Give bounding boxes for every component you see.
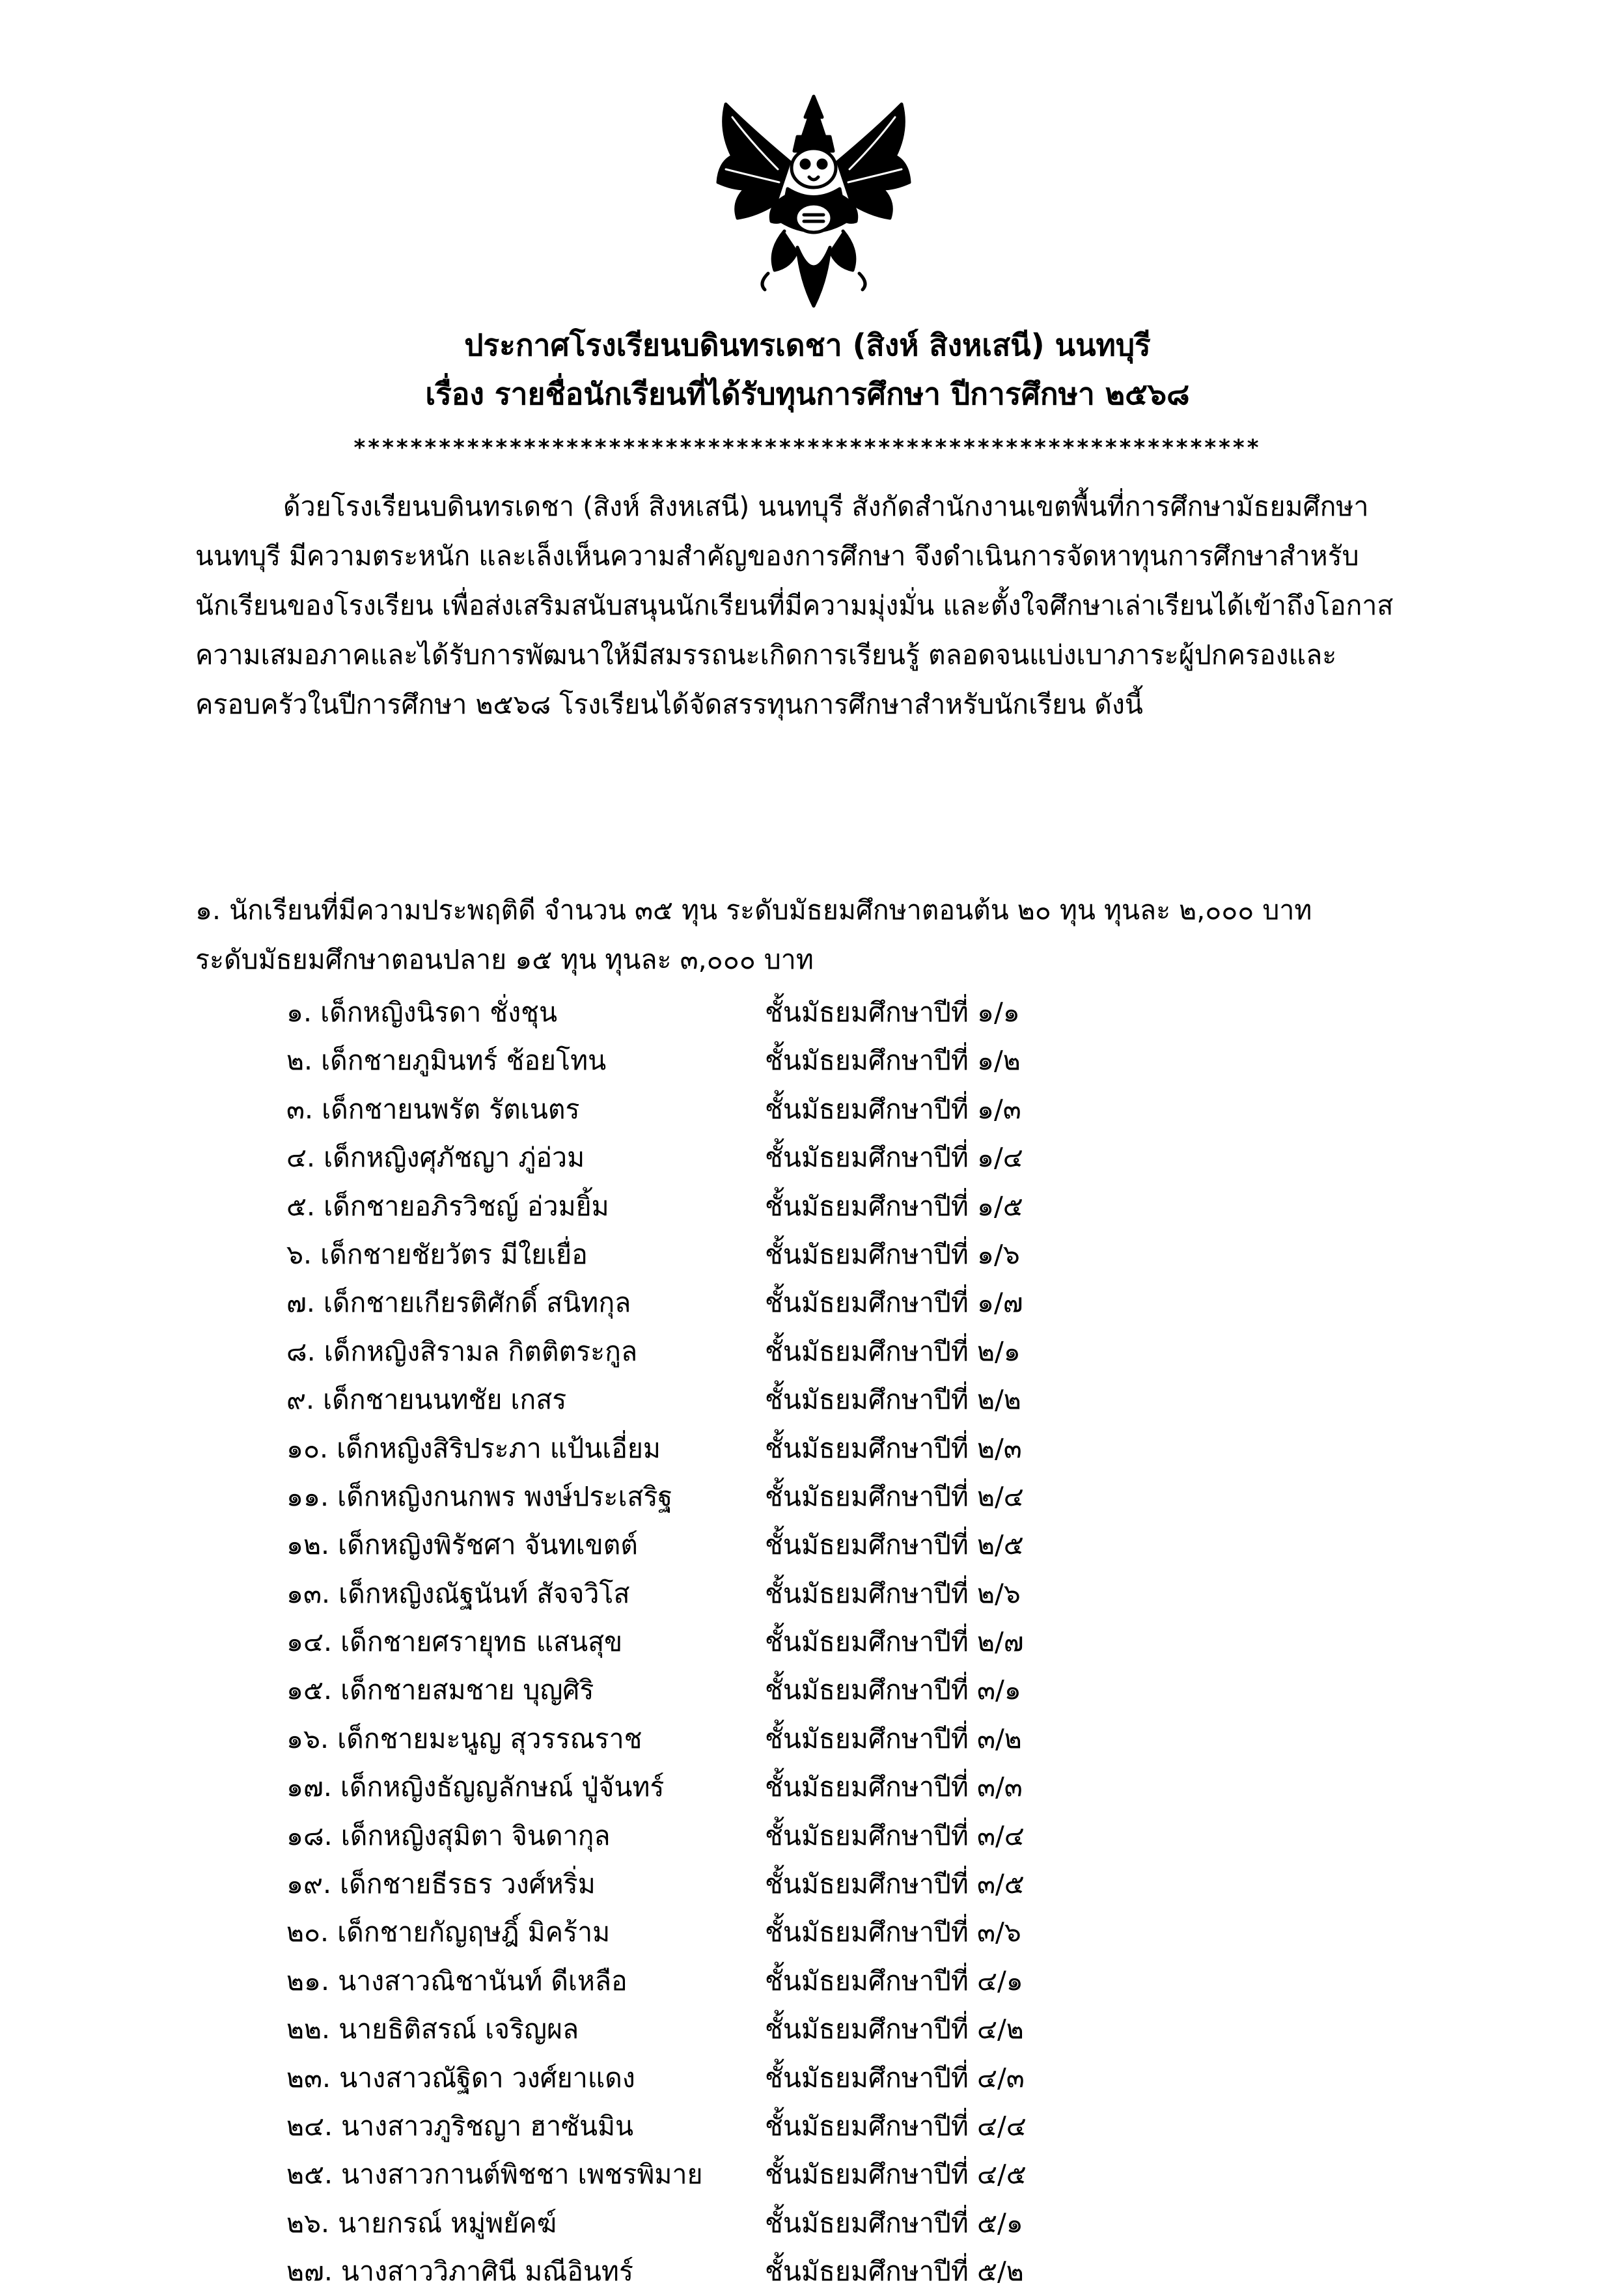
student-row xyxy=(286,1327,1523,1376)
student-row xyxy=(286,1957,1523,2005)
student-name: ๔. เด็กหญิงศุภัชญา ภู่อ่วม xyxy=(286,1142,585,1174)
student-name: ๒. เด็กชายภูมินทร์ ช้อยโทน xyxy=(286,1045,607,1077)
student-row xyxy=(286,1812,1523,1860)
student-row xyxy=(286,2247,1523,2295)
intro-line: ความเสมอภาคและได้รับการพัฒนาให้มีสมรรถนะเกิดการเรียนรู้ ตลอดจนแบ่งเบาภาระผู้ปกครองและ xyxy=(195,639,1337,671)
student-name: ๒๗. นางสาววิภาศินี มณีอินทร์ xyxy=(286,2256,633,2288)
student-name: ๓. เด็กชายนพรัต รัตเนตร xyxy=(286,1093,580,1125)
student-class: ชั้นมัธยมศึกษาปีที่ ๔/๕ xyxy=(765,2159,1027,2191)
student-row xyxy=(286,988,1523,1036)
student-class: ชั้นมัธยมศึกษาปีที่ ๑/๒ xyxy=(765,1045,1021,1077)
student-row xyxy=(286,1715,1523,1763)
student-class: ชั้นมัธยมศึกษาปีที่ ๑/๓ xyxy=(765,1093,1021,1125)
student-row xyxy=(286,1279,1523,1327)
student-row xyxy=(286,1036,1523,1085)
student-name: ๒๕. นางสาวกานต์พิชชา เพชรพิมาย xyxy=(286,2159,703,2191)
student-class: ชั้นมัธยมศึกษาปีที่ ๑/๗ xyxy=(765,1287,1023,1319)
student-name: ๗. เด็กชายเกียรติศักดิ์ สนิทกุล xyxy=(286,1287,631,1319)
student-class: ชั้นมัธยมศึกษาปีที่ ๒/๓ xyxy=(765,1432,1022,1464)
student-row xyxy=(286,1521,1523,1569)
student-class: ชั้นมัธยมศึกษาปีที่ ๔/๔ xyxy=(765,2110,1027,2142)
student-class: ชั้นมัธยมศึกษาปีที่ ๕/๒ xyxy=(765,2256,1024,2288)
student-name: ๑๒. เด็กหญิงพิรัชศา จันทเขตต์ xyxy=(286,1529,638,1561)
student-class: ชั้นมัธยมศึกษาปีที่ ๒/๒ xyxy=(765,1384,1021,1416)
student-name: ๑๖. เด็กชายมะนูญ สุวรรณราช xyxy=(286,1722,642,1754)
student-name: ๑. เด็กหญิงนิรดา ชั่งชุน xyxy=(286,997,557,1028)
student-row xyxy=(286,1133,1523,1182)
student-class: ชั้นมัธยมศึกษาปีที่ ๓/๕ xyxy=(765,1868,1025,1900)
student-row xyxy=(286,1182,1523,1230)
student-row xyxy=(286,2199,1523,2247)
student-name: ๑๐. เด็กหญิงสิริประภา แป้นเอี่ยม xyxy=(286,1432,661,1464)
announcement-title: ประกาศโรงเรียนบดินทรเดชา (สิงห์ สิงหเสนี) นนทบุรี xyxy=(464,327,1151,363)
student-class: ชั้นมัธยมศึกษาปีที่ ๓/๑ xyxy=(765,1674,1021,1706)
separator-line: **************************************************************** xyxy=(353,435,1262,461)
student-name: ๑๙. เด็กชายธีรธร วงศ์หริ่ม xyxy=(286,1868,596,1900)
student-class: ชั้นมัธยมศึกษาปีที่ ๔/๓ xyxy=(765,2062,1025,2094)
student-name: ๒๑. นางสาวณิชานันท์ ดีเหลือ xyxy=(286,1965,628,1997)
student-name: ๑๓. เด็กหญิงณัฐนันท์ สัจจวิโส xyxy=(286,1577,630,1609)
student-row xyxy=(286,1570,1523,1618)
student-class: ชั้นมัธยมศึกษาปีที่ ๒/๗ xyxy=(765,1626,1024,1658)
student-name: ๘. เด็กหญิงสิรามล กิตติตระกูล xyxy=(286,1335,638,1367)
student-row xyxy=(286,1763,1523,1811)
student-class: ชั้นมัธยมศึกษาปีที่ ๒/๕ xyxy=(765,1529,1024,1561)
student-row xyxy=(286,1618,1523,1666)
student-row xyxy=(286,1085,1523,1133)
student-class: ชั้นมัธยมศึกษาปีที่ ๑/๕ xyxy=(765,1190,1023,1222)
section-1-heading xyxy=(195,885,1432,984)
student-name: ๑๕. เด็กชายสมชาย บุญศิริ xyxy=(286,1674,594,1706)
student-class: ชั้นมัธยมศึกษาปีที่ ๒/๔ xyxy=(765,1480,1024,1512)
garuda-emblem-icon xyxy=(706,91,921,312)
announcement-subject: เรื่อง รายชื่อนักเรียนที่ได้รับทุนการศึกษา ปีการศึกษา ๒๕๖๘ xyxy=(425,376,1190,411)
student-name: ๒๒. นายธิติสรณ์ เจริญผล xyxy=(286,2013,579,2045)
student-row xyxy=(286,2102,1523,2150)
student-row xyxy=(286,1473,1523,1521)
student-row xyxy=(286,2054,1523,2102)
student-class: ชั้นมัธยมศึกษาปีที่ ๓/๒ xyxy=(765,1722,1022,1754)
student-class: ชั้นมัธยมศึกษาปีที่ ๓/๔ xyxy=(765,1819,1025,1851)
student-name: ๒๐. เด็กชายกัญฤษฎิ์ มิคร้าม xyxy=(286,1916,611,1948)
student-row xyxy=(286,1230,1523,1279)
student-class: ชั้นมัธยมศึกษาปีที่ ๓/๓ xyxy=(765,1771,1023,1803)
student-name: ๒๖. นายกรณ์ หมู่พยัคฆ์ xyxy=(286,2207,557,2239)
student-class: ชั้นมัธยมศึกษาปีที่ ๔/๒ xyxy=(765,2013,1024,2045)
student-class: ชั้นมัธยมศึกษาปีที่ ๒/๑ xyxy=(765,1335,1021,1367)
student-row xyxy=(286,1860,1523,1908)
student-class: ชั้นมัธยมศึกษาปีที่ ๓/๖ xyxy=(765,1916,1021,1948)
student-name: ๖. เด็กชายชัยวัตร มีใยเยื่อ xyxy=(286,1238,588,1270)
student-row xyxy=(286,1376,1523,1424)
student-list xyxy=(286,988,1523,2296)
intro-line: ครอบครัวในปีการศึกษา ๒๕๖๘ โรงเรียนได้จัดสรรทุนการศึกษาสำหรับนักเรียน ดังนี้ xyxy=(195,689,1143,720)
student-name: ๒๔. นางสาวภูริชญา ฮาซันมิน xyxy=(286,2110,634,2142)
student-row xyxy=(286,1908,1523,1956)
section-1-line: ระดับมัธยมศึกษาตอนปลาย ๑๕ ทุน ทุนละ ๓,๐๐๐ บาท xyxy=(195,944,814,975)
student-name: ๑๑. เด็กหญิงกนกพร พงษ์ประเสริฐ xyxy=(286,1480,673,1512)
student-name: ๕. เด็กชายอภิรวิชญ์ อ่วมยิ้ม xyxy=(286,1190,609,1222)
student-name: ๑๔. เด็กชายศรายุทธ แสนสุข xyxy=(286,1626,623,1658)
section-1-line: ๑. นักเรียนที่มีความประพฤติดี จำนวน ๓๕ ทุน ระดับมัธยมศึกษาตอนต้น ๒๐ ทุน ทุนละ ๒,๐๐๐ บาท xyxy=(195,894,1312,926)
student-class: ชั้นมัธยมศึกษาปีที่ ๑/๖ xyxy=(765,1238,1020,1270)
student-row xyxy=(286,1424,1523,1473)
student-class: ชั้นมัธยมศึกษาปีที่ ๒/๖ xyxy=(765,1577,1021,1609)
student-row xyxy=(286,2005,1523,2053)
student-name: ๑๘. เด็กหญิงสุมิตา จินดากุล xyxy=(286,1819,611,1851)
student-class: ชั้นมัธยมศึกษาปีที่ ๔/๑ xyxy=(765,1965,1023,1997)
student-class: ชั้นมัธยมศึกษาปีที่ ๑/๔ xyxy=(765,1142,1023,1174)
student-name: ๑๗. เด็กหญิงธัญญลักษณ์ ปู่จันทร์ xyxy=(286,1771,665,1803)
student-class: ชั้นมัธยมศึกษาปีที่ ๕/๑ xyxy=(765,2207,1023,2239)
student-row xyxy=(286,2150,1523,2198)
intro-line: ด้วยโรงเรียนบดินทรเดชา (สิงห์ สิงหเสนี) นนทบุรี สังกัดสำนักงานเขตพื้นที่การศึกษามัธยมศึกษา xyxy=(283,491,1369,522)
intro-line: นักเรียนของโรงเรียน เพื่อส่งเสริมสนับสนุนนักเรียนที่มีความมุ่งมั่น และตั้งใจศึกษาเล่าเรียนได้เข้าถึงโอกาส xyxy=(195,590,1394,621)
intro-paragraph xyxy=(195,482,1432,729)
student-class: ชั้นมัธยมศึกษาปีที่ ๑/๑ xyxy=(765,997,1020,1028)
student-row xyxy=(286,1666,1523,1714)
student-name: ๒๓. นางสาวณัฐิดา วงศ์ยาแดง xyxy=(286,2062,635,2094)
intro-line: นนทบุรี มีความตระหนัก และเล็งเห็นความสำคัญของการศึกษา จึงดำเนินการจัดหาทุนการศึกษาสำหรับ xyxy=(195,540,1359,572)
student-name: ๙. เด็กชายนนทชัย เกสร xyxy=(286,1384,567,1416)
